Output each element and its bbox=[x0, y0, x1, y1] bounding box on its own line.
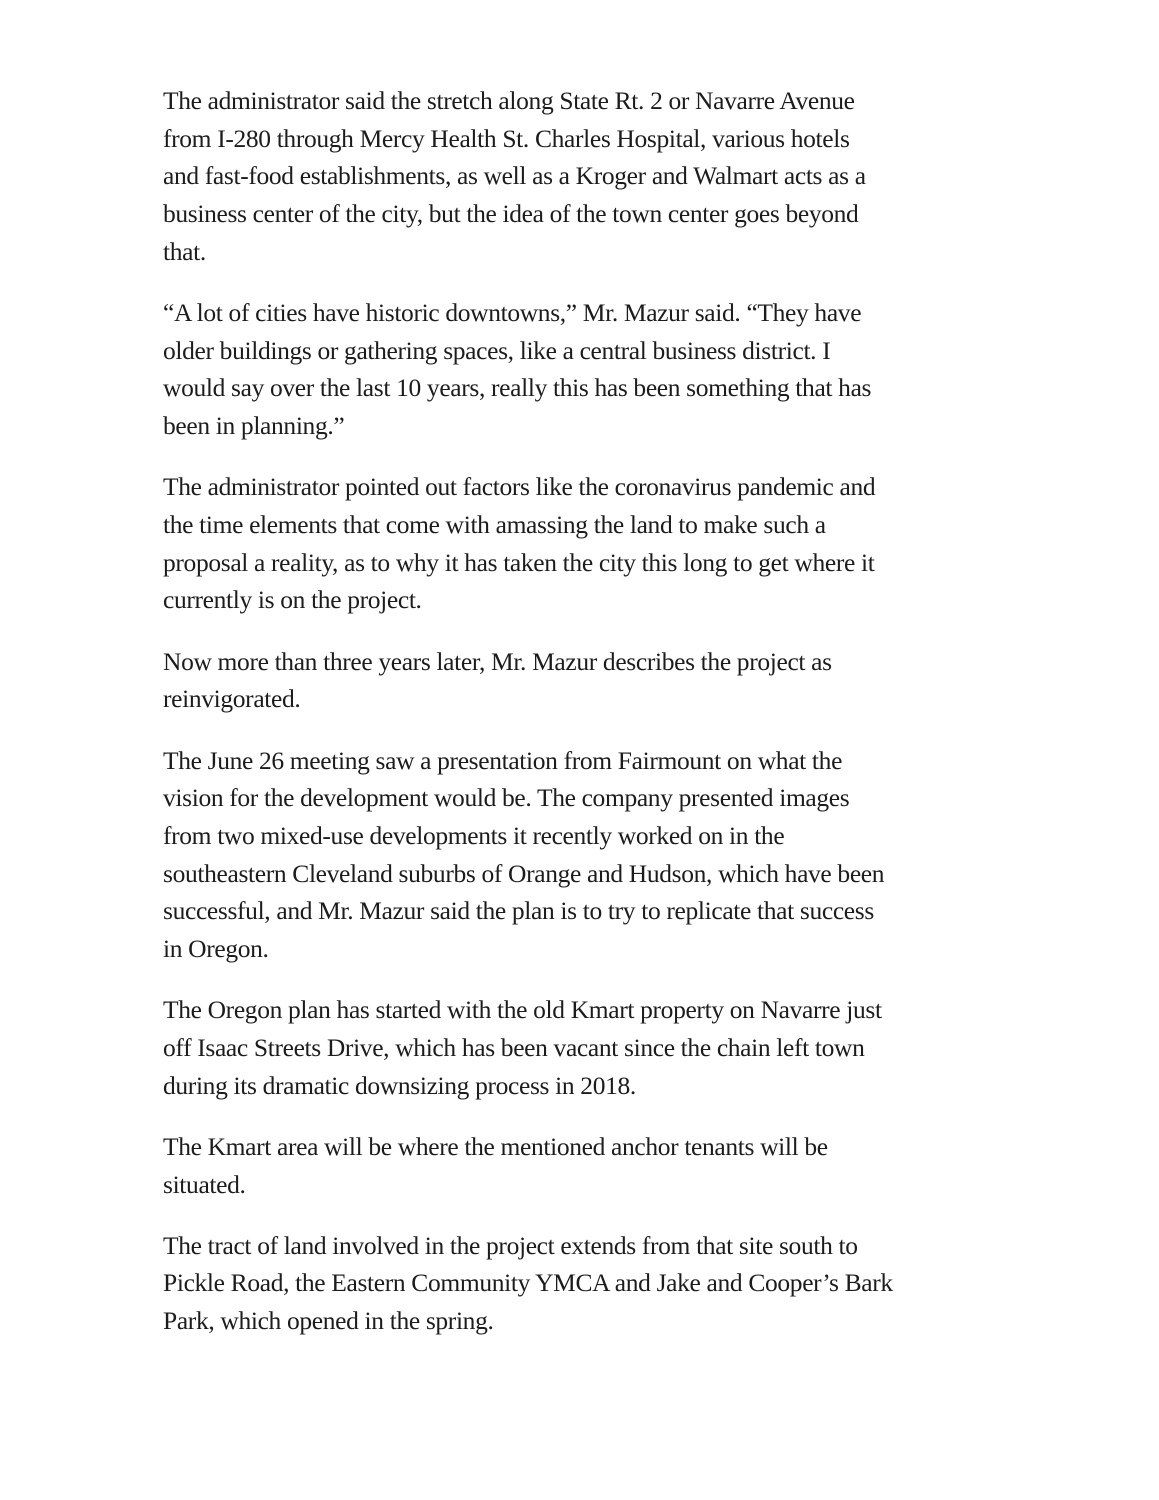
text-line: and fast-food establishments, as well as a Kroger and Walmart acts as a bbox=[163, 161, 866, 191]
text-line: during its dramatic downsizing process in 2018. bbox=[163, 1070, 636, 1100]
text-line: The tract of land involved in the project extends from that site south to bbox=[163, 1230, 858, 1260]
text-line: in Oregon. bbox=[163, 934, 269, 964]
text-line: “A lot of cities have historic downtowns,” Mr. Mazur said. “They have bbox=[163, 298, 862, 328]
text-line: The Oregon plan has started with the old Kmart property on Navarre just bbox=[163, 995, 882, 1025]
text-line: the time elements that come with amassing the land to make such a bbox=[163, 510, 826, 540]
text-line: that. bbox=[163, 236, 206, 266]
text-line: Now more than three years later, Mr. Mazur describes the project as bbox=[163, 646, 832, 676]
document-page bbox=[163, 82, 1003, 1363]
paragraph-tract-of-land bbox=[163, 1227, 1003, 1340]
text-line: older buildings or gathering spaces, like a central business district. I bbox=[163, 335, 831, 365]
text-line: The administrator said the stretch along State Rt. 2 or Navarre Avenue bbox=[163, 86, 855, 115]
text-line: Pickle Road, the Eastern Community YMCA and Jake and Cooper’s Bark bbox=[163, 1268, 893, 1298]
text-line: proposal a reality, as to why it has taken the city this long to get where it bbox=[163, 547, 875, 577]
text-line: been in planning.” bbox=[163, 411, 345, 441]
text-line: business center of the city, but the idea of the town center goes beyond bbox=[163, 199, 859, 229]
paragraph-delay-factors bbox=[163, 468, 1003, 619]
paragraph-fairmount-presentation bbox=[163, 742, 1003, 968]
paragraph-kmart-property bbox=[163, 991, 1003, 1104]
text-line: The Kmart area will be where the mentioned anchor tenants will be bbox=[163, 1131, 828, 1161]
text-line: The administrator pointed out factors like the coronavirus pandemic and bbox=[163, 472, 876, 502]
text-line: Park, which opened in the spring. bbox=[163, 1306, 494, 1336]
text-line: would say over the last 10 years, really this has been something that has bbox=[163, 373, 872, 403]
paragraph-anchor-tenants bbox=[163, 1128, 1003, 1203]
text-line: situated. bbox=[163, 1169, 246, 1199]
text-line: from I-280 through Mercy Health St. Charles Hospital, various hotels bbox=[163, 123, 850, 153]
text-line: currently is on the project. bbox=[163, 585, 422, 615]
text-line: southeastern Cleveland suburbs of Orange and Hudson, which have been bbox=[163, 858, 885, 888]
text-line: from two mixed-use developments it recently worked on in the bbox=[163, 820, 785, 850]
text-line: vision for the development would be. The company presented images bbox=[163, 783, 850, 813]
paragraph-town-center-stretch bbox=[163, 82, 1003, 271]
paragraph-reinvigorated bbox=[163, 643, 1003, 718]
paragraph-mazur-quote bbox=[163, 294, 1003, 445]
text-line: The June 26 meeting saw a presentation from Fairmount on what the bbox=[163, 745, 843, 775]
text-line: successful, and Mr. Mazur said the plan is to try to replicate that success bbox=[163, 896, 874, 926]
text-line: off Isaac Streets Drive, which has been vacant since the chain left town bbox=[163, 1032, 865, 1062]
text-line: reinvigorated. bbox=[163, 684, 301, 714]
